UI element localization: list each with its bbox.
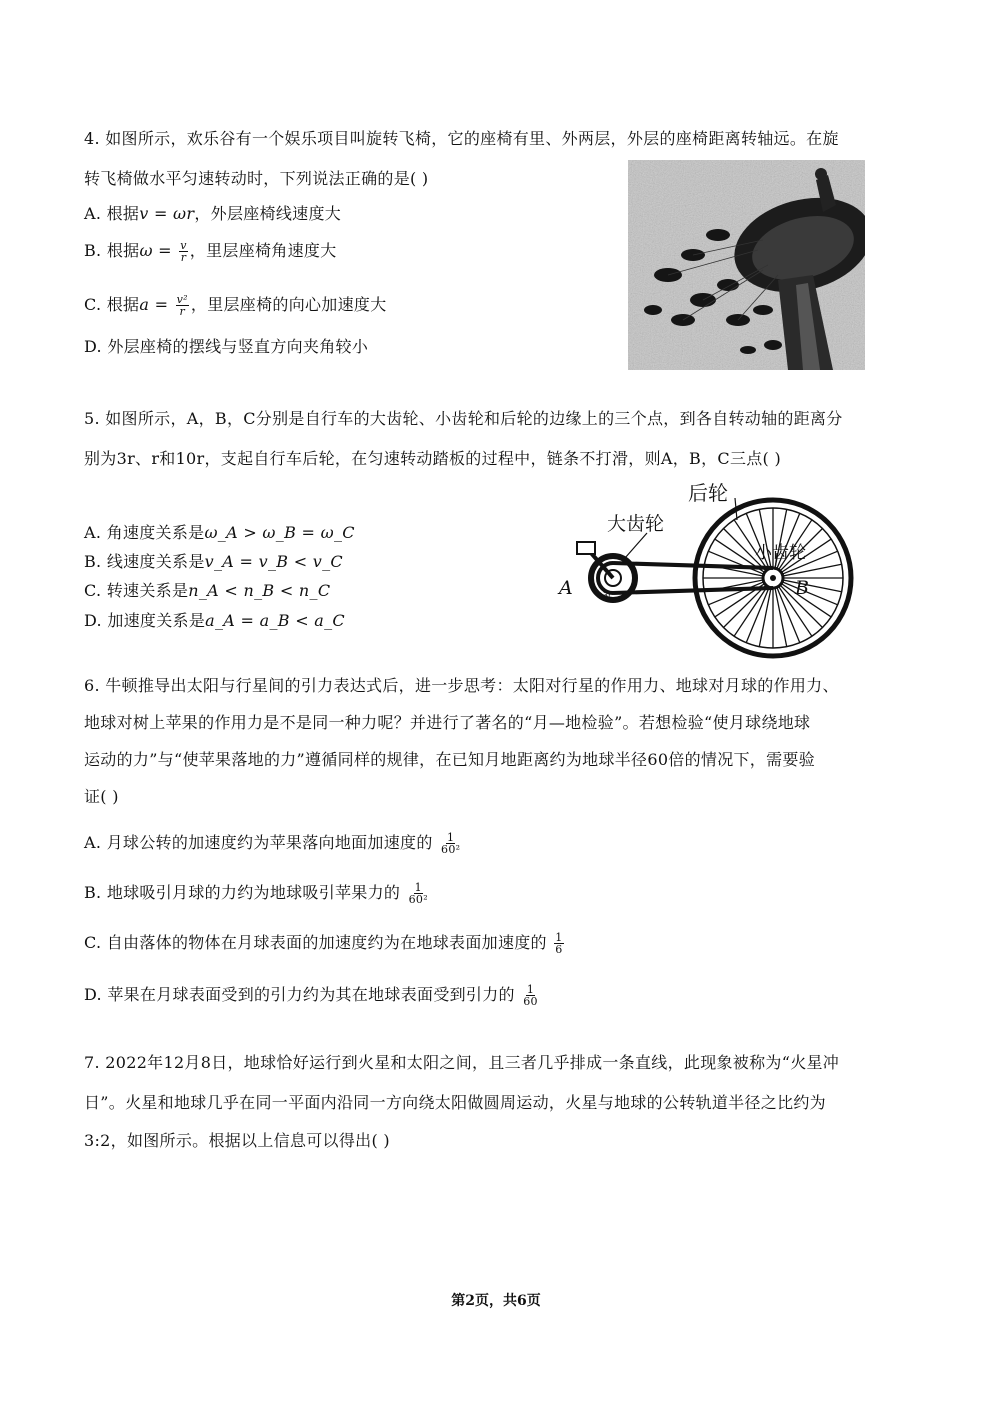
q5-c-formula: n_A < n_B < n_C <box>188 581 331 600</box>
q4-stem-line1: 4. 如图所示，欢乐谷有一个娱乐项目叫旋转飞椅，它的座椅有里、外两层，外层的座椅距离转轴远。在旋 <box>84 129 839 148</box>
q6-option-b <box>84 882 431 905</box>
q5-a-text: A. 角速度关系是 <box>84 523 205 542</box>
q6-b-fraction <box>408 882 429 905</box>
q6-a-den: 60² <box>441 843 461 856</box>
q4-option-b <box>84 240 337 263</box>
q6-option-c <box>84 932 566 955</box>
svg-text:3r: 3r <box>603 591 612 600</box>
q6-stem-line2: 地球对树上苹果的作用力是不是同一种力呢？并进行了著名的“月—地检验”。若想检验“使月球绕地球 <box>84 713 811 732</box>
q4-c-num: v² <box>176 293 188 306</box>
q4-c-den: r <box>179 305 186 318</box>
q4-a-prefix: A. 根据 <box>84 204 140 223</box>
q7-stem-line3: 3:2，如图所示。根据以上信息可以得出( ) <box>84 1131 390 1150</box>
q4-c-formula: a = <box>139 295 169 314</box>
q6-d-fraction <box>522 984 539 1007</box>
q5-stem-line1: 5. 如图所示，A，B，C分别是自行车的大齿轮、小齿轮和后轮的边缘上的三个点，到各自转动轴的距离分 <box>84 409 843 428</box>
page-number-footer: 第2页，共6页 <box>451 1293 541 1309</box>
q5-stem-line2: 别为3r、r和10r，支起自行车后轮，在匀速转动踏板的过程中，链条不打滑，则A，B，C三点( ) <box>84 449 782 468</box>
q4-option-d: D. 外层座椅的摆线与竖直方向夹角较小 <box>84 337 369 356</box>
q6-a-num: 1 <box>447 831 455 844</box>
q4-c-prefix: C. 根据 <box>84 295 140 314</box>
label-big-gear: 大齿轮 <box>607 513 665 535</box>
q4-b-formula: ω = <box>139 241 172 260</box>
q6-a-fraction <box>440 832 461 855</box>
q6-stem-line4: 证( ) <box>84 787 119 806</box>
q6-d-den: 60 <box>523 995 538 1008</box>
label-point-b: B <box>795 577 809 599</box>
q6-d-num: 1 <box>526 983 535 996</box>
q5-b-formula: v_A = v_B < v_C <box>204 552 343 571</box>
q6-option-d <box>84 984 541 1007</box>
q6-c-den: 6 <box>555 943 563 956</box>
q6-b-num: 1 <box>414 881 422 894</box>
label-small-gear: 小齿轮 <box>755 543 806 563</box>
pedal <box>577 542 595 554</box>
q6-c-fraction <box>554 932 563 955</box>
bicycle-gear-diagram <box>555 478 860 693</box>
q6-stem-line3: 运动的力”与“使苹果落地的力”遵循同样的规律，在已知月地距离约为地球半径60倍的情况下，需要验 <box>84 750 815 769</box>
q7-stem-line1: 7. 2022年12月8日，地球恰好运行到火星和太阳之间，且三者几乎排成一条直线，此现象被称为“火星冲 <box>84 1053 840 1072</box>
q4-b-num: v <box>180 239 187 252</box>
q4-option-c <box>84 294 387 317</box>
q4-b-prefix: B. 根据 <box>84 241 140 260</box>
q6-c-num: 1 <box>555 931 563 944</box>
q7-stem-line2: 日”。火星和地球几乎在同一平面内沿同一方向绕太阳做圆周运动，火星与地球的公转轨道半径之比约为 <box>84 1093 826 1112</box>
q6-a-text: A. 月球公转的加速度约为苹果落向地面加速度的 <box>84 833 433 852</box>
q6-b-text: B. 地球吸引月球的力约为地球吸引苹果力的 <box>84 883 401 902</box>
q5-b-text: B. 线速度关系是 <box>84 552 205 571</box>
q6-d-text: D. 苹果在月球表面受到的引力约为其在地球表面受到引力的 <box>84 985 515 1004</box>
swing-ride-photo <box>628 160 865 370</box>
q4-stem-line2: 转飞椅做水平匀速转动时，下列说法正确的是( ) <box>84 169 429 188</box>
q4-c-fraction <box>176 294 189 317</box>
q4-c-text: ，里层座椅的向心加速度大 <box>190 295 387 314</box>
q4-a-formula: v = ωr <box>139 204 195 223</box>
q5-c-text: C. 转速关系是 <box>84 581 189 600</box>
q4-b-den: r <box>180 251 187 264</box>
q6-b-den: 60² <box>408 893 428 906</box>
label-point-a: A <box>559 577 573 599</box>
q4-a-text: ，外层座椅线速度大 <box>194 204 342 223</box>
q6-option-a <box>84 832 463 855</box>
q4-b-fraction <box>179 240 188 263</box>
q5-d-text: D. 加速度关系是 <box>84 611 206 630</box>
q4-option-a <box>84 203 341 225</box>
q6-c-text: C. 自由落体的物体在月球表面的加速度约为在地球表面加速度的 <box>84 933 547 952</box>
q5-d-formula: a_A = a_B < a_C <box>205 611 345 630</box>
q5-option-a <box>84 522 355 544</box>
label-rear-wheel: 后轮 <box>688 481 728 505</box>
q5-option-d <box>84 610 345 632</box>
q5-option-c <box>84 580 330 602</box>
q5-a-formula: ω_A > ω_B = ω_C <box>204 523 355 542</box>
q5-option-b <box>84 551 343 573</box>
q6-stem-line1: 6. 牛顿推导出太阳与行星间的引力表达式后，进一步思考：太阳对行星的作用力、地球对月球的作用力、 <box>84 676 839 695</box>
q4-b-text: ，里层座椅角速度大 <box>189 241 337 260</box>
